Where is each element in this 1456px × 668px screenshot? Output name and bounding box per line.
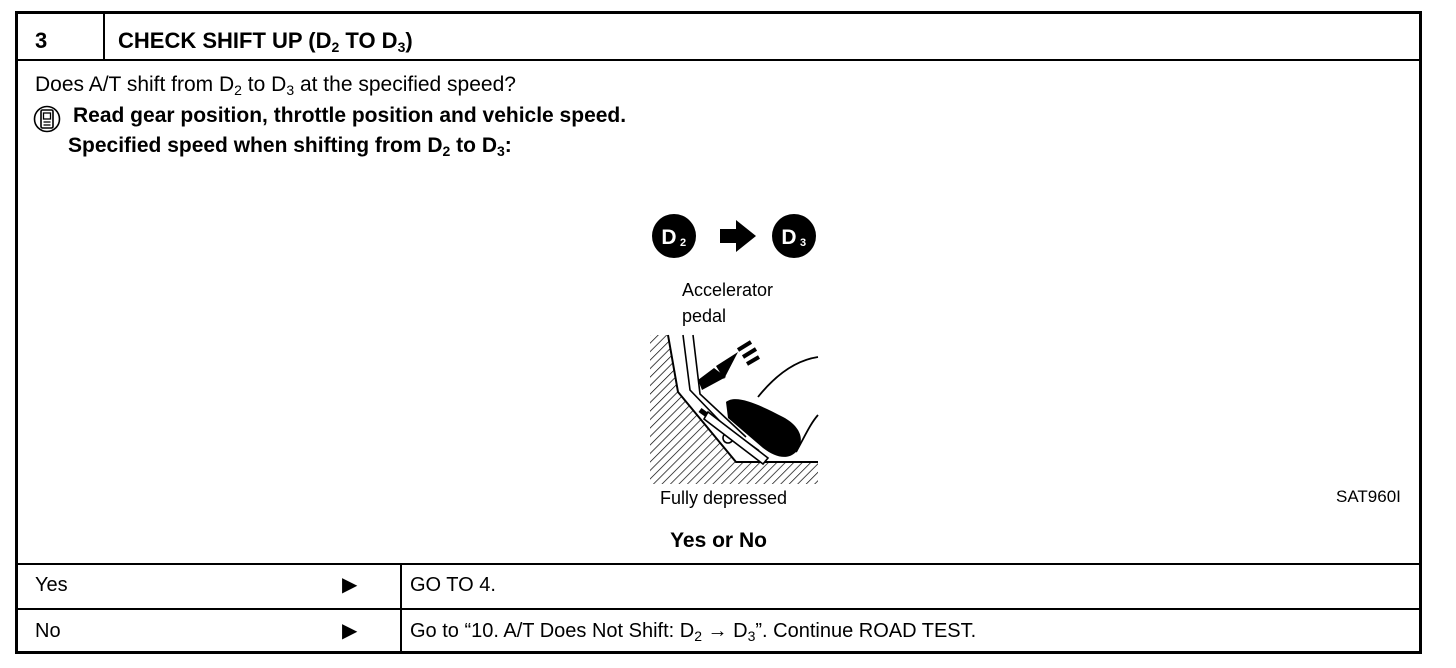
- press-direction-arrow: [698, 342, 759, 390]
- answer-column-divider: [400, 563, 402, 651]
- diagnostic-procedure-table: [15, 11, 1422, 654]
- row-no-action: Go to “10. A/T Does Not Shift: $D_2 \to D_3$”. Continue ROAD TEST.: [410, 620, 977, 644]
- consult-tool-icon: [32, 104, 62, 134]
- right-triangle-icon: ▶: [342, 620, 358, 642]
- gear-d3-badge: [772, 214, 816, 258]
- svg-text:D: D: [661, 226, 677, 249]
- accelerator-pedal-illustration: [628, 212, 828, 512]
- label-pedal: pedal: [682, 306, 727, 326]
- question-text: Does A/T shift from $D_2$ to $D_3$ at the specified speed?: [35, 73, 516, 98]
- svg-text:3: 3: [799, 237, 807, 249]
- step-number: 3: [35, 28, 48, 53]
- header-bottom-rule: [18, 59, 1419, 61]
- right-triangle-icon: ▶: [342, 574, 358, 596]
- instruction-line-1: Read gear position, throttle position and vehicle speed.: [73, 104, 627, 127]
- figure-code: SAT960I: [1336, 487, 1401, 506]
- svg-text:D: D: [781, 226, 797, 249]
- header-divider: [103, 14, 105, 59]
- step-title: CHECK SHIFT UP ($D_2$ TO $D_3$): [118, 28, 413, 55]
- gear-d2-badge: [652, 214, 696, 258]
- label-fully-depressed: Fully depressed: [660, 488, 788, 508]
- answer-rows-middle-rule: [18, 608, 1419, 610]
- svg-text:2: 2: [679, 237, 687, 249]
- row-yes-label: Yes: [35, 574, 68, 596]
- answer-rows-top-rule: [18, 563, 1419, 565]
- arrow-right-icon: [720, 220, 756, 252]
- yes-or-no-prompt: Yes or No: [670, 529, 767, 552]
- instruction-line-2: Specified speed when shifting from $D_2$ to $D_3$:: [68, 134, 512, 159]
- row-no-label: No: [35, 620, 61, 642]
- label-accelerator: Accelerator: [682, 280, 774, 300]
- row-yes-action: GO TO 4.: [410, 574, 496, 596]
